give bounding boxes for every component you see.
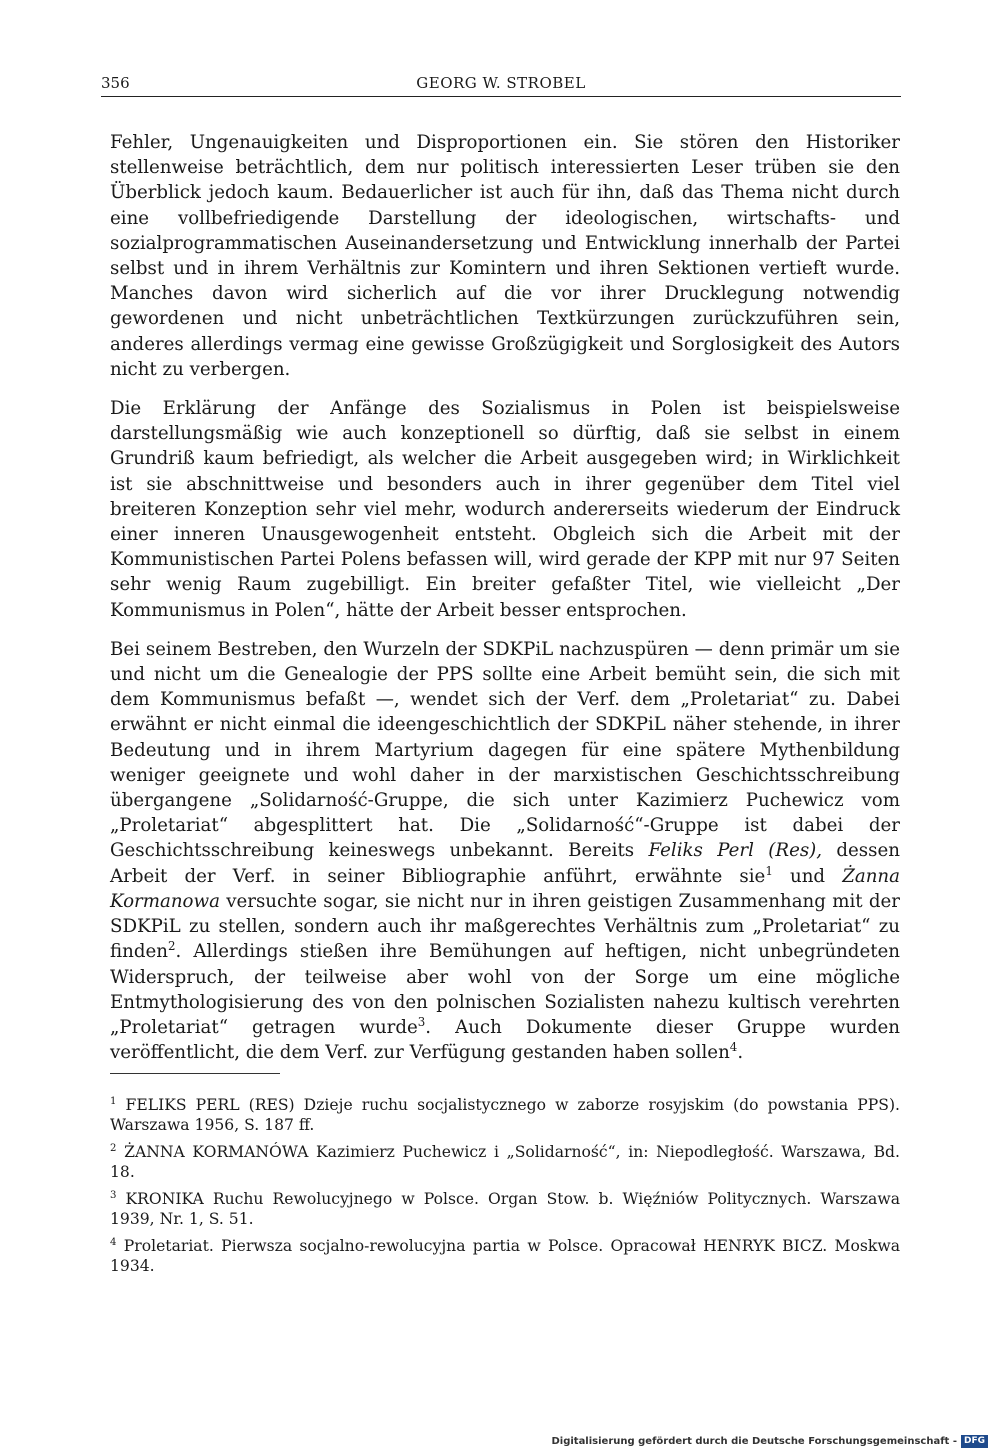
footnote-number: 2 (110, 1142, 117, 1154)
footnote-ref-4: 4 (729, 1040, 738, 1055)
author-name-perl: Feliks Perl (Res), (648, 840, 823, 862)
dfg-logo-icon: DFG (961, 1435, 988, 1448)
footnote-1 (110, 1095, 900, 1135)
paragraph-3-text-c: und (790, 865, 826, 887)
paragraph-3-text-f: . Auch Dokumente dieser Gruppe wurden veröffentlicht, die dem Verf. zur Verfügung gestanden haben sollen (110, 1016, 901, 1064)
running-title: GEORG W. STROBEL (416, 74, 586, 92)
footnote-ref-1: 1 (765, 863, 773, 878)
paragraph-3-text-g: . (737, 1042, 744, 1064)
footnote-text: Proletariat. Pierwsza socjalno-rewolucyjna partia w Polsce. Opracował HENRYK BICZ. Moskwa 1934. (110, 1237, 900, 1275)
footnote-number: 4 (110, 1236, 117, 1248)
footnote-ref-3: 3 (417, 1014, 426, 1029)
footnotes (110, 1095, 900, 1283)
paragraph-3-text-b: dessen Arbeit der Verf. in seiner Bibliographie anführt, erwähnte sie (110, 840, 900, 887)
author-name-kormanowa: Żanna Kormanowa (110, 865, 900, 912)
paragraph-3-text-e: . Allerdings stießen ihre Bemühungen auf heftigen, nicht unbegründeten Widerspruch, der teilweise aber wohl von der Sorge um eine mögliche Entmythologisierung des von den polnischen Sozialisten nahezu kultisch verehrten „Proletariat“ getragen wurde (110, 941, 900, 1038)
paragraph-3-text-a: Bei seinem Bestreben, den Wurzeln der SDKPiL nachzuspüren — denn primär um sie und nicht um die Genealogie der PPS sollte eine Arbeit bemüht sein, die sich mit dem Kommunismus befaßt —, wendet sich der Verf. dem „Proletariat“ zu. Dabei erwähnt er nicht einmal die ideengeschichtlich der SDKPiL näher stehende, in ihrer Bedeutung und in ihrem Martyrium dagegen für eine spätere Mythenbildung weniger geeignete und wohl daher in der marxistischen Geschichtsschreibung übergangene „Solidarność-Gruppe, die sich unter Kazimierz Puchewicz vom „Proletariat“ abgesplittert hat. Die „Solidarność“-Gruppe ist dabei der Geschichtsschreibung keineswegs unbekannt. Bereits (110, 638, 900, 862)
footnote-number: 3 (110, 1189, 117, 1201)
footnote-separator (110, 1073, 280, 1074)
credit-text: Digitalisierung gefördert durch die Deutsche Forschungsgemeinschaft - (551, 1435, 957, 1447)
digitization-credit (551, 1434, 988, 1448)
paragraph-3 (110, 637, 900, 1065)
paragraph-2: Die Erklärung der Anfänge des Sozialismus in Polen ist beispielsweise darstellungsmäßig wie auch konzeptionell so dürftig, daß sie selbst in einem Grundriß kaum befriedigt, als welcher die Arbeit ausgegeben wird; in Wirklichkeit ist sie abschnittweise und besonders auch in ihrer gegenüber dem Titel viel breiteren Konzeption sehr viel mehr, wodurch andererseits wiederum der Eindruck einer inneren Unausgewogenheit entsteht. Obgleich sich die Arbeit mit der Kommunistischen Partei Polens befassen will, wird gerade der KPP mit nur 97 Seiten sehr wenig Raum zugebilligt. Ein breiter gefaßter Titel, wie vielleicht „Der Kommunismus in Polen“, hätte der Arbeit besser entsprochen. (110, 398, 900, 621)
paragraph-1: Fehler, Ungenauigkeiten und Disproportionen ein. Sie stören den Historiker stellenweise beträchtlich, dem nur politisch interessierten Leser trüben sie den Überblick jedoch kaum. Bedauerlicher ist auch für ihn, daß das Thema nicht durch eine vollbefriedigende Darstellung der ideologischen, wirtschafts- und sozialprogrammatischen Auseinandersetzung und Entwicklung innerhalb der Partei selbst und in ihrem Verhältnis zur Komintern und ihren Sektionen vertieft wurde. Manches davon wird sicherlich auf die vor ihrer Drucklegung notwendig gewordenen und nicht unbeträchtlichen Textkürzungen zurückzuführen sein, anderes allerdings vermag eine gewisse Großzügigkeit und Sorglosigkeit des Autors nicht zu verbergen. (110, 132, 900, 380)
body-text (110, 130, 900, 1079)
footnote-2 (110, 1142, 900, 1182)
footnote-text: ŻANNA KORMANÓWA Kazimierz Puchewicz i „Solidarność“, in: Niepodległość. Warszawa, Bd. 18. (110, 1143, 900, 1181)
footnote-number: 1 (110, 1095, 117, 1107)
footnote-ref-2: 2 (167, 939, 176, 954)
footnote-3 (110, 1189, 900, 1229)
footnote-4 (110, 1236, 900, 1276)
footnote-text: KRONIKA Ruchu Rewolucyjnego w Polsce. Organ Stow. b. Więźniów Politycznych. Warszawa 1939, Nr. 1, S. 51. (110, 1190, 900, 1228)
page-header (101, 74, 901, 97)
paragraph-3-text-d: versuchte sogar, sie nicht nur in ihren geistigen Zusammenhang mit der SDKPiL zu stellen, sondern auch ihr maßgerechtes Verhältnis zum „Proletariat“ zu finden (110, 890, 900, 963)
page-number: 356 (101, 74, 130, 92)
footnote-text: FELIKS PERL (RES) Dzieje ruchu socjalistycznego w zaborze rosyjskim (do powstania PPS). Warszawa 1956, S. 187 ff. (110, 1096, 900, 1134)
